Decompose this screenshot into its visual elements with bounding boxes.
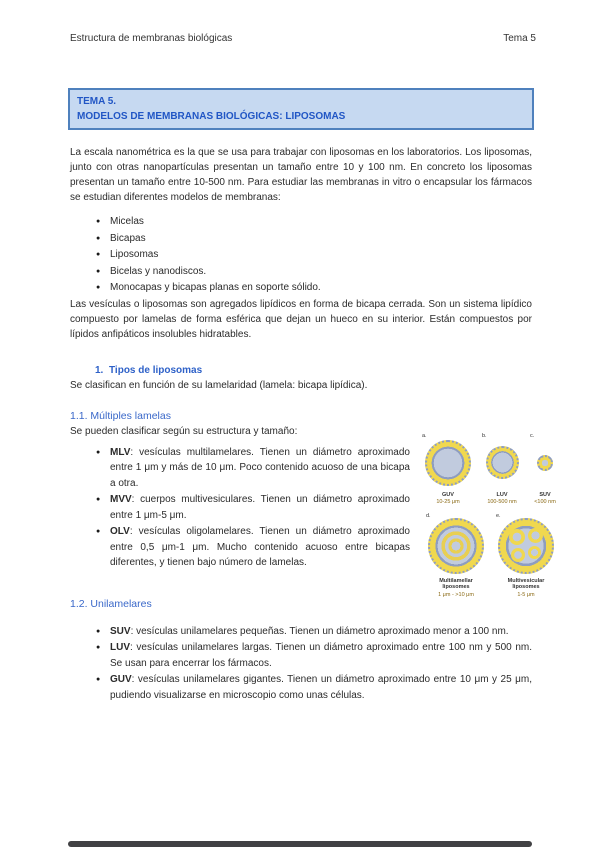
membrane-models-list bbox=[70, 214, 532, 296]
term-desc: : vesículas oligolamelares. Tienen un diámetro aproximado entre 0,5 μm-1 μm. Mucho contenido acuoso entre bicapas diferentes, y tienen bajo número de lamelas. bbox=[110, 526, 410, 568]
term-label: SUV bbox=[110, 625, 131, 637]
vesicles-paragraph: Las vesículas o liposomas son agregados lipídicos en forma de bicapa cerrada. Son un sistema lipídico compuesto por lamelas de forma esférica que dejan un hueco en su interior. Están compuestos por lípidos anfipáticos insolubles hidratables. bbox=[70, 298, 532, 340]
section-1-1-heading: 1.1. Múltiples lamelas bbox=[70, 409, 171, 422]
figure-row-multilamellar bbox=[422, 513, 560, 599]
term-label: MVV bbox=[110, 494, 132, 505]
list-item bbox=[70, 445, 410, 492]
liposome-types-figure bbox=[422, 433, 560, 599]
list-item bbox=[70, 524, 410, 571]
inner-vesicle-icon bbox=[509, 529, 525, 545]
figure-multilamellar bbox=[426, 513, 486, 599]
section-1-number: 1. bbox=[95, 364, 104, 376]
section-1-title: Tipos de liposomas bbox=[109, 364, 203, 376]
term-desc: : vesículas unilamelares largas. Tienen un diámetro aproximado entre 100 nm y 500 nm. Se usan para encerrar los fármacos. bbox=[110, 642, 532, 669]
section-1-2-heading: 1.2. Unilamelares bbox=[70, 597, 152, 610]
figure-guv bbox=[422, 433, 474, 506]
unilamellar-list bbox=[70, 624, 532, 704]
figure-size: 1 μm - >10 μm bbox=[438, 591, 474, 598]
list-item: ● Bicapas bbox=[70, 231, 532, 247]
figure-size: 100-500 nm bbox=[487, 499, 517, 505]
figure-label: SUV bbox=[539, 491, 551, 498]
multilamellar-diagram-wrap bbox=[428, 517, 484, 575]
term-label: OLV bbox=[110, 526, 130, 537]
term-desc: : vesículas multilamelares. Tienen un diámetro aproximado entre 1 μm y más de 10 μm. Poco contenido acuoso de una bicapa a otra. bbox=[110, 446, 410, 489]
list-item: ● Monocapas y bicapas planas en soporte sólido. bbox=[70, 280, 532, 296]
document-body bbox=[70, 145, 556, 704]
term-label: LUV bbox=[110, 642, 130, 653]
multivesicular-vesicle-icon bbox=[498, 518, 554, 574]
list-item bbox=[70, 640, 532, 671]
header-title: Estructura de membranas biológicas bbox=[70, 33, 233, 44]
inner-vesicle-icon bbox=[511, 548, 525, 562]
figure-letter: c. bbox=[530, 432, 535, 439]
figure-letter: a. bbox=[422, 432, 427, 439]
figure-size: 1-5 μm bbox=[517, 591, 535, 598]
title-box-line2: MODELOS DE MEMBRANAS BIOLÓGICAS: LIPOSOMAS bbox=[77, 111, 346, 122]
term-desc: : cuerpos multivesiculares. Tienen un diámetro aproximado entre 1 μm-5 μm. bbox=[110, 494, 410, 521]
term-desc: : vesículas unilamelares gigantes. Tienen un diámetro aproximado entre 10 μm y 25 μm, pudiendo visualizarse en microscopio como unas células. bbox=[110, 674, 532, 701]
figure-letter: e. bbox=[496, 512, 501, 519]
header-topic: Tema 5 bbox=[503, 33, 536, 44]
multilamellar-list bbox=[70, 445, 410, 571]
inner-vesicle-icon bbox=[528, 546, 541, 559]
intro-paragraph: La escala nanométrica es la que se usa para trabajar con liposomas en los laboratorios. Los liposomas, junto con otras nanopartículas presentan un tamaño entre 10 y 100 nm. En concreto los liposomas presentan un tamaño entre 10-500 nm. Para estudiar las membranas in vitro o encapsular los fármacos se estudian diferentes modelos de membranas: bbox=[70, 147, 532, 203]
suv-diagram-wrap bbox=[537, 437, 553, 489]
figure-suv bbox=[530, 433, 560, 506]
multivesicular-diagram-wrap bbox=[498, 517, 554, 575]
list-item: ● Bicelas y nanodiscos. bbox=[70, 264, 532, 280]
term-desc: : vesículas unilamelares pequeñas. Tienen un diámetro aproximado menor a 100 nm. bbox=[130, 625, 509, 637]
list-item: ● Micelas bbox=[70, 214, 532, 230]
figure-size: <100 nm bbox=[534, 499, 556, 505]
figure-luv bbox=[482, 433, 522, 506]
figure-label: Multilamellar liposomes bbox=[439, 577, 473, 590]
title-box bbox=[68, 88, 534, 130]
list-item bbox=[70, 624, 532, 640]
section-1-heading bbox=[70, 363, 532, 378]
figure-label: Multivesicular liposomes bbox=[507, 577, 545, 590]
list-item bbox=[70, 672, 532, 703]
figure-multivesicular bbox=[496, 513, 556, 599]
footer-bar bbox=[68, 841, 532, 847]
suv-vesicle-icon bbox=[537, 455, 553, 471]
list-item bbox=[70, 492, 410, 523]
figure-label: LUV bbox=[496, 491, 508, 498]
figure-letter: d. bbox=[426, 512, 431, 519]
inner-vesicle-icon bbox=[528, 528, 543, 543]
list-item: ● Liposomas bbox=[70, 247, 532, 263]
section-1-1-intro: Se pueden clasificar según su estructura y tamaño: bbox=[70, 425, 298, 437]
figure-size: 10-25 μm bbox=[436, 499, 460, 505]
guv-diagram-wrap bbox=[425, 437, 471, 489]
figure-letter: b. bbox=[482, 432, 487, 439]
luv-vesicle-icon bbox=[486, 446, 519, 479]
lamela-note: Se clasifican en función de su lamelaridad (lamela: bicapa lipídica). bbox=[70, 379, 368, 391]
luv-diagram-wrap bbox=[486, 437, 519, 489]
term-label: GUV bbox=[110, 674, 132, 685]
multilamellar-section bbox=[70, 432, 556, 598]
figure-label: GUV bbox=[442, 491, 454, 498]
title-box-line1: TEMA 5. bbox=[77, 96, 117, 107]
figure-row-unilamellar bbox=[422, 433, 560, 506]
multilamellar-vesicle-icon bbox=[428, 518, 484, 574]
guv-vesicle-icon bbox=[425, 440, 471, 486]
term-label: MLV bbox=[110, 446, 131, 458]
page-header bbox=[70, 33, 536, 44]
